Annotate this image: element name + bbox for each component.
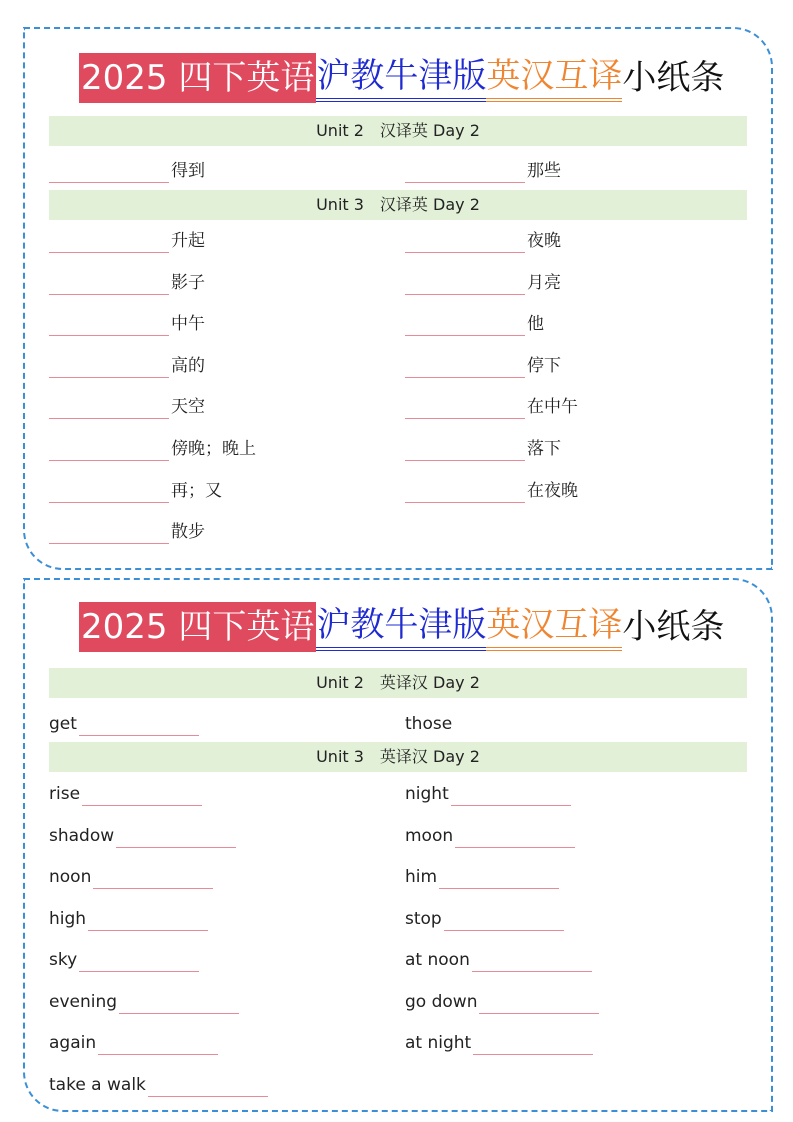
- title-translation-part: 英汉互译: [486, 54, 622, 102]
- answer-blank[interactable]: [405, 442, 525, 461]
- vocab-word: night: [405, 784, 449, 804]
- worksheet-title: [79, 53, 724, 103]
- answer-blank[interactable]: [88, 912, 208, 931]
- answer-blank[interactable]: [405, 234, 525, 253]
- vocab-item: [49, 712, 199, 736]
- vocab-item: [49, 865, 213, 889]
- answer-blank[interactable]: [49, 400, 169, 419]
- vocab-word: 再；又: [171, 481, 222, 501]
- unit3-section-header: Unit 3 汉译英 Day 2: [49, 190, 747, 220]
- vocab-word: again: [49, 1033, 97, 1053]
- vocab-item: [49, 948, 199, 972]
- vocab-word: 影子: [171, 273, 205, 293]
- answer-blank[interactable]: [405, 164, 525, 183]
- vocab-word: stop: [405, 909, 442, 929]
- answer-blank[interactable]: [473, 1036, 593, 1055]
- vocab-word: 中午: [171, 314, 205, 334]
- vocab-item: [49, 1031, 218, 1055]
- answer-blank[interactable]: [444, 912, 564, 931]
- answer-blank[interactable]: [49, 164, 169, 183]
- vocab-word: 升起: [171, 231, 205, 251]
- vocab-item: [49, 1073, 268, 1097]
- answer-blank[interactable]: [82, 787, 202, 806]
- worksheet-card-en-to-cn: [23, 578, 773, 1112]
- vocab-word: sky: [49, 950, 78, 970]
- vocab-word: those: [405, 714, 453, 734]
- vocab-word: 那些: [527, 161, 561, 181]
- vocab-word: 散步: [171, 522, 205, 542]
- vocab-item: [49, 824, 236, 848]
- vocab-item: [405, 229, 561, 253]
- answer-blank[interactable]: [49, 359, 169, 378]
- unit2-section-header: Unit 2 汉译英 Day 2: [49, 116, 747, 146]
- vocab-word: shadow: [49, 826, 115, 846]
- vocab-word: get: [49, 714, 77, 734]
- vocab-word: noon: [49, 867, 92, 887]
- vocab-word: 他: [527, 314, 544, 334]
- answer-blank[interactable]: [455, 829, 575, 848]
- answer-blank[interactable]: [405, 359, 525, 378]
- vocab-item: [49, 520, 205, 544]
- vocab-word: 落下: [527, 439, 561, 459]
- vocab-item: [405, 782, 571, 806]
- vocab-item: [49, 229, 205, 253]
- vocab-word: evening: [49, 992, 118, 1012]
- vocab-item: [405, 312, 544, 336]
- answer-blank[interactable]: [79, 717, 199, 736]
- vocab-item: [49, 312, 205, 336]
- vocab-word: 在夜晚: [527, 481, 578, 501]
- answer-blank[interactable]: [472, 953, 592, 972]
- answer-blank[interactable]: [405, 317, 525, 336]
- vocab-item: [49, 990, 239, 1014]
- answer-blank[interactable]: [49, 317, 169, 336]
- answer-blank[interactable]: [49, 442, 169, 461]
- vocab-item: [405, 354, 561, 378]
- vocab-word: at night: [405, 1033, 472, 1053]
- vocab-item: [405, 824, 575, 848]
- title-edition-part: 沪教牛津版: [316, 603, 486, 651]
- answer-blank[interactable]: [119, 995, 239, 1014]
- vocab-item: [405, 907, 564, 931]
- answer-blank[interactable]: [148, 1078, 268, 1097]
- worksheet-title: [79, 602, 724, 652]
- vocab-item: [49, 271, 205, 295]
- answer-blank[interactable]: [439, 870, 559, 889]
- vocab-item: [405, 271, 561, 295]
- vocab-item: [405, 1031, 593, 1055]
- vocab-word: 月亮: [527, 273, 561, 293]
- answer-blank[interactable]: [98, 1036, 218, 1055]
- answer-blank[interactable]: [405, 484, 525, 503]
- answer-blank[interactable]: [405, 400, 525, 419]
- vocab-item: [405, 712, 452, 736]
- title-slip-part: 小纸条: [622, 607, 725, 647]
- answer-blank[interactable]: [49, 484, 169, 503]
- vocab-item: [49, 479, 222, 503]
- vocab-word: him: [405, 867, 438, 887]
- vocab-word: high: [49, 909, 87, 929]
- answer-blank[interactable]: [479, 995, 599, 1014]
- vocab-item: [49, 159, 205, 183]
- vocab-item: [405, 479, 578, 503]
- vocab-item: [405, 990, 599, 1014]
- answer-blank[interactable]: [93, 870, 213, 889]
- unit2-section-header: Unit 2 英译汉 Day 2: [49, 668, 747, 698]
- answer-blank[interactable]: [49, 276, 169, 295]
- vocab-item: [49, 907, 208, 931]
- vocab-word: 傍晚；晚上: [171, 439, 256, 459]
- answer-blank[interactable]: [49, 525, 169, 544]
- vocab-item: [405, 948, 592, 972]
- vocab-word: take a walk: [49, 1075, 146, 1095]
- answer-blank[interactable]: [116, 829, 236, 848]
- vocab-word: 在中午: [527, 397, 578, 417]
- vocab-word: 高的: [171, 356, 205, 376]
- vocab-word: 停下: [527, 356, 561, 376]
- answer-blank[interactable]: [79, 953, 199, 972]
- vocab-word: at noon: [405, 950, 470, 970]
- vocab-item: [49, 437, 256, 461]
- worksheet-card-cn-to-en: [23, 27, 773, 570]
- vocab-item: [49, 395, 205, 419]
- title-slip-part: 小纸条: [622, 58, 725, 98]
- answer-blank[interactable]: [49, 234, 169, 253]
- unit3-section-header: Unit 3 英译汉 Day 2: [49, 742, 747, 772]
- vocab-item: [405, 159, 561, 183]
- vocab-word: moon: [405, 826, 454, 846]
- vocab-item: [405, 437, 561, 461]
- vocab-word: go down: [405, 992, 478, 1012]
- title-grade-part: 2025 四下英语: [79, 53, 316, 103]
- vocab-word: rise: [49, 784, 81, 804]
- vocab-word: 夜晚: [527, 231, 561, 251]
- vocab-word: 得到: [171, 161, 205, 181]
- title-translation-part: 英汉互译: [486, 603, 622, 651]
- answer-blank[interactable]: [451, 787, 571, 806]
- vocab-item: [405, 395, 578, 419]
- vocab-item: [49, 782, 202, 806]
- vocab-word: 天空: [171, 397, 205, 417]
- vocab-item: [405, 865, 559, 889]
- vocab-item: [49, 354, 205, 378]
- title-edition-part: 沪教牛津版: [316, 54, 486, 102]
- answer-blank[interactable]: [405, 276, 525, 295]
- title-grade-part: 2025 四下英语: [79, 602, 316, 652]
